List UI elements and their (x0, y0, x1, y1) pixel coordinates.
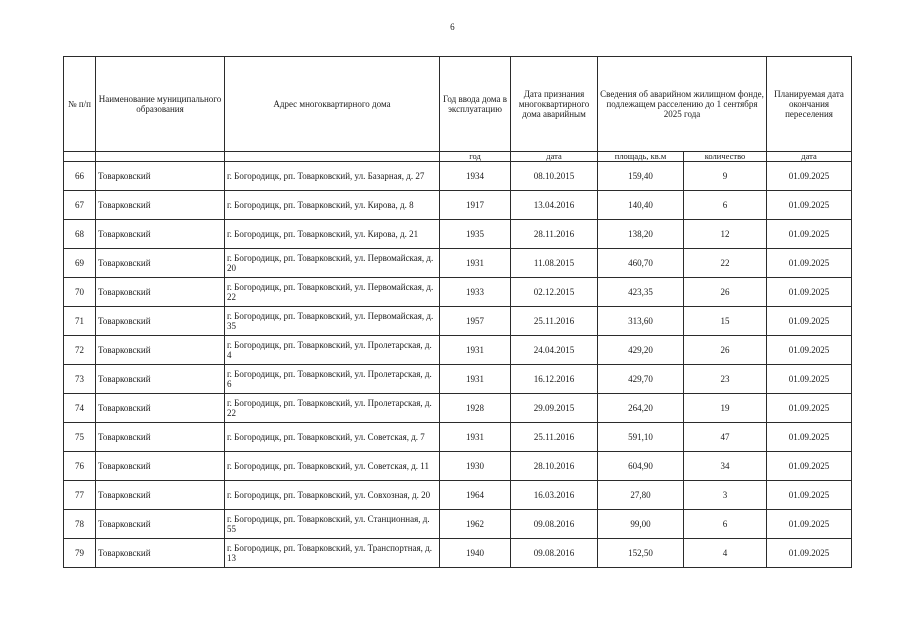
count-cell: 34 (684, 452, 767, 481)
address-cell: г. Богородицк, рп. Товарковский, ул. Базарная, д. 27 (225, 162, 440, 191)
page-number: 6 (450, 22, 455, 32)
row-number: 70 (64, 278, 96, 307)
planned-date-cell: 01.09.2025 (767, 452, 852, 481)
municipality-cell: Товарковский (96, 162, 225, 191)
table-body (64, 162, 852, 568)
recognition-date-cell: 16.12.2016 (511, 365, 598, 394)
table-row (64, 307, 852, 336)
count-cell: 6 (684, 191, 767, 220)
table-row (64, 162, 852, 191)
area-cell: 152,50 (598, 539, 684, 568)
table-row (64, 423, 852, 452)
recognition-date-cell: 24.04.2015 (511, 336, 598, 365)
area-cell: 460,70 (598, 249, 684, 278)
count-cell: 26 (684, 336, 767, 365)
row-number: 75 (64, 423, 96, 452)
table-row (64, 336, 852, 365)
table-row (64, 249, 852, 278)
unit-recognition-date: дата (511, 152, 598, 162)
unit-count: количество (684, 152, 767, 162)
planned-date-cell: 01.09.2025 (767, 481, 852, 510)
year-cell: 1962 (440, 510, 511, 539)
count-cell: 19 (684, 394, 767, 423)
planned-date-cell: 01.09.2025 (767, 539, 852, 568)
table-row (64, 220, 852, 249)
planned-date-cell: 01.09.2025 (767, 336, 852, 365)
row-number: 71 (64, 307, 96, 336)
header-row (64, 57, 852, 152)
municipality-cell: Товарковский (96, 307, 225, 336)
address-cell: г. Богородицк, рп. Товарковский, ул. Станционная, д. 55 (225, 510, 440, 539)
area-cell: 604,90 (598, 452, 684, 481)
table-row (64, 539, 852, 568)
municipality-cell: Товарковский (96, 220, 225, 249)
address-cell: г. Богородицк, рп. Товарковский, ул. Первомайская, д. 35 (225, 307, 440, 336)
address-cell: г. Богородицк, рп. Товарковский, ул. Пролетарская, д. 4 (225, 336, 440, 365)
municipality-cell: Товарковский (96, 191, 225, 220)
area-cell: 159,40 (598, 162, 684, 191)
municipality-cell: Товарковский (96, 336, 225, 365)
year-cell: 1928 (440, 394, 511, 423)
recognition-date-cell: 29.09.2015 (511, 394, 598, 423)
address-cell: г. Богородицк, рп. Товарковский, ул. Пролетарская, д. 6 (225, 365, 440, 394)
row-number: 74 (64, 394, 96, 423)
year-cell: 1930 (440, 452, 511, 481)
resettlement-table (63, 56, 852, 568)
count-cell: 9 (684, 162, 767, 191)
header-address: Адрес многоквартирного дома (225, 57, 440, 152)
address-cell: г. Богородицк, рп. Товарковский, ул. Первомайская, д. 22 (225, 278, 440, 307)
recognition-date-cell: 02.12.2015 (511, 278, 598, 307)
header-num: № п/п (64, 57, 96, 152)
row-number: 67 (64, 191, 96, 220)
recognition-date-cell: 28.11.2016 (511, 220, 598, 249)
year-cell: 1917 (440, 191, 511, 220)
unit-area: площадь, кв.м (598, 152, 684, 162)
address-cell: г. Богородицк, рп. Товарковский, ул. Транспортная, д. 13 (225, 539, 440, 568)
count-cell: 47 (684, 423, 767, 452)
year-cell: 1931 (440, 423, 511, 452)
area-cell: 429,20 (598, 336, 684, 365)
row-number: 77 (64, 481, 96, 510)
planned-date-cell: 01.09.2025 (767, 162, 852, 191)
area-cell: 138,20 (598, 220, 684, 249)
count-cell: 4 (684, 539, 767, 568)
municipality-cell: Товарковский (96, 278, 225, 307)
recognition-date-cell: 09.08.2016 (511, 539, 598, 568)
row-number: 66 (64, 162, 96, 191)
recognition-date-cell: 25.11.2016 (511, 423, 598, 452)
row-number: 69 (64, 249, 96, 278)
year-cell: 1964 (440, 481, 511, 510)
row-number: 73 (64, 365, 96, 394)
recognition-date-cell: 11.08.2015 (511, 249, 598, 278)
address-cell: г. Богородицк, рп. Товарковский, ул. Кирова, д. 8 (225, 191, 440, 220)
planned-date-cell: 01.09.2025 (767, 307, 852, 336)
unit-municipality-empty (96, 152, 225, 162)
table-row (64, 510, 852, 539)
recognition-date-cell: 16.03.2016 (511, 481, 598, 510)
row-number: 79 (64, 539, 96, 568)
year-cell: 1931 (440, 336, 511, 365)
unit-num-empty (64, 152, 96, 162)
year-cell: 1940 (440, 539, 511, 568)
recognition-date-cell: 28.10.2016 (511, 452, 598, 481)
units-row (64, 152, 852, 162)
municipality-cell: Товарковский (96, 539, 225, 568)
planned-date-cell: 01.09.2025 (767, 423, 852, 452)
area-cell: 313,60 (598, 307, 684, 336)
municipality-cell: Товарковский (96, 452, 225, 481)
header-planned-date: Планируемая дата окончания переселения (767, 57, 852, 152)
row-number: 68 (64, 220, 96, 249)
recognition-date-cell: 25.11.2016 (511, 307, 598, 336)
header-municipality: Наименование муниципального образования (96, 57, 225, 152)
header-emergency-info: Сведения об аварийном жилищном фонде, подлежащем расселению до 1 сентября 2025 года (598, 57, 767, 152)
year-cell: 1931 (440, 365, 511, 394)
count-cell: 6 (684, 510, 767, 539)
year-cell: 1934 (440, 162, 511, 191)
municipality-cell: Товарковский (96, 423, 225, 452)
row-number: 78 (64, 510, 96, 539)
table-row (64, 452, 852, 481)
table-row (64, 481, 852, 510)
planned-date-cell: 01.09.2025 (767, 365, 852, 394)
recognition-date-cell: 13.04.2016 (511, 191, 598, 220)
area-cell: 140,40 (598, 191, 684, 220)
area-cell: 429,70 (598, 365, 684, 394)
table-row (64, 394, 852, 423)
table-row (64, 365, 852, 394)
area-cell: 264,20 (598, 394, 684, 423)
year-cell: 1935 (440, 220, 511, 249)
table-row (64, 191, 852, 220)
count-cell: 22 (684, 249, 767, 278)
unit-address-empty (225, 152, 440, 162)
year-cell: 1931 (440, 249, 511, 278)
row-number: 72 (64, 336, 96, 365)
address-cell: г. Богородицк, рп. Товарковский, ул. Советская, д. 7 (225, 423, 440, 452)
area-cell: 99,00 (598, 510, 684, 539)
planned-date-cell: 01.09.2025 (767, 278, 852, 307)
count-cell: 23 (684, 365, 767, 394)
planned-date-cell: 01.09.2025 (767, 220, 852, 249)
planned-date-cell: 01.09.2025 (767, 249, 852, 278)
address-cell: г. Богородицк, рп. Товарковский, ул. Пролетарская, д. 22 (225, 394, 440, 423)
recognition-date-cell: 08.10.2015 (511, 162, 598, 191)
planned-date-cell: 01.09.2025 (767, 510, 852, 539)
count-cell: 15 (684, 307, 767, 336)
municipality-cell: Товарковский (96, 481, 225, 510)
address-cell: г. Богородицк, рп. Товарковский, ул. Советская, д. 11 (225, 452, 440, 481)
municipality-cell: Товарковский (96, 394, 225, 423)
header-year: Год ввода дома в эксплуатацию (440, 57, 511, 152)
address-cell: г. Богородицк, рп. Товарковский, ул. Первомайская, д. 20 (225, 249, 440, 278)
count-cell: 12 (684, 220, 767, 249)
recognition-date-cell: 09.08.2016 (511, 510, 598, 539)
address-cell: г. Богородицк, рп. Товарковский, ул. Кирова, д. 21 (225, 220, 440, 249)
unit-planned-date: дата (767, 152, 852, 162)
area-cell: 591,10 (598, 423, 684, 452)
row-number: 76 (64, 452, 96, 481)
count-cell: 3 (684, 481, 767, 510)
header-recognition-date: Дата признания многоквартирного дома аварийным (511, 57, 598, 152)
planned-date-cell: 01.09.2025 (767, 394, 852, 423)
area-cell: 423,35 (598, 278, 684, 307)
year-cell: 1933 (440, 278, 511, 307)
year-cell: 1957 (440, 307, 511, 336)
count-cell: 26 (684, 278, 767, 307)
unit-year: год (440, 152, 511, 162)
address-cell: г. Богородицк, рп. Товарковский, ул. Совхозная, д. 20 (225, 481, 440, 510)
municipality-cell: Товарковский (96, 249, 225, 278)
planned-date-cell: 01.09.2025 (767, 191, 852, 220)
municipality-cell: Товарковский (96, 365, 225, 394)
area-cell: 27,80 (598, 481, 684, 510)
municipality-cell: Товарковский (96, 510, 225, 539)
table-row (64, 278, 852, 307)
